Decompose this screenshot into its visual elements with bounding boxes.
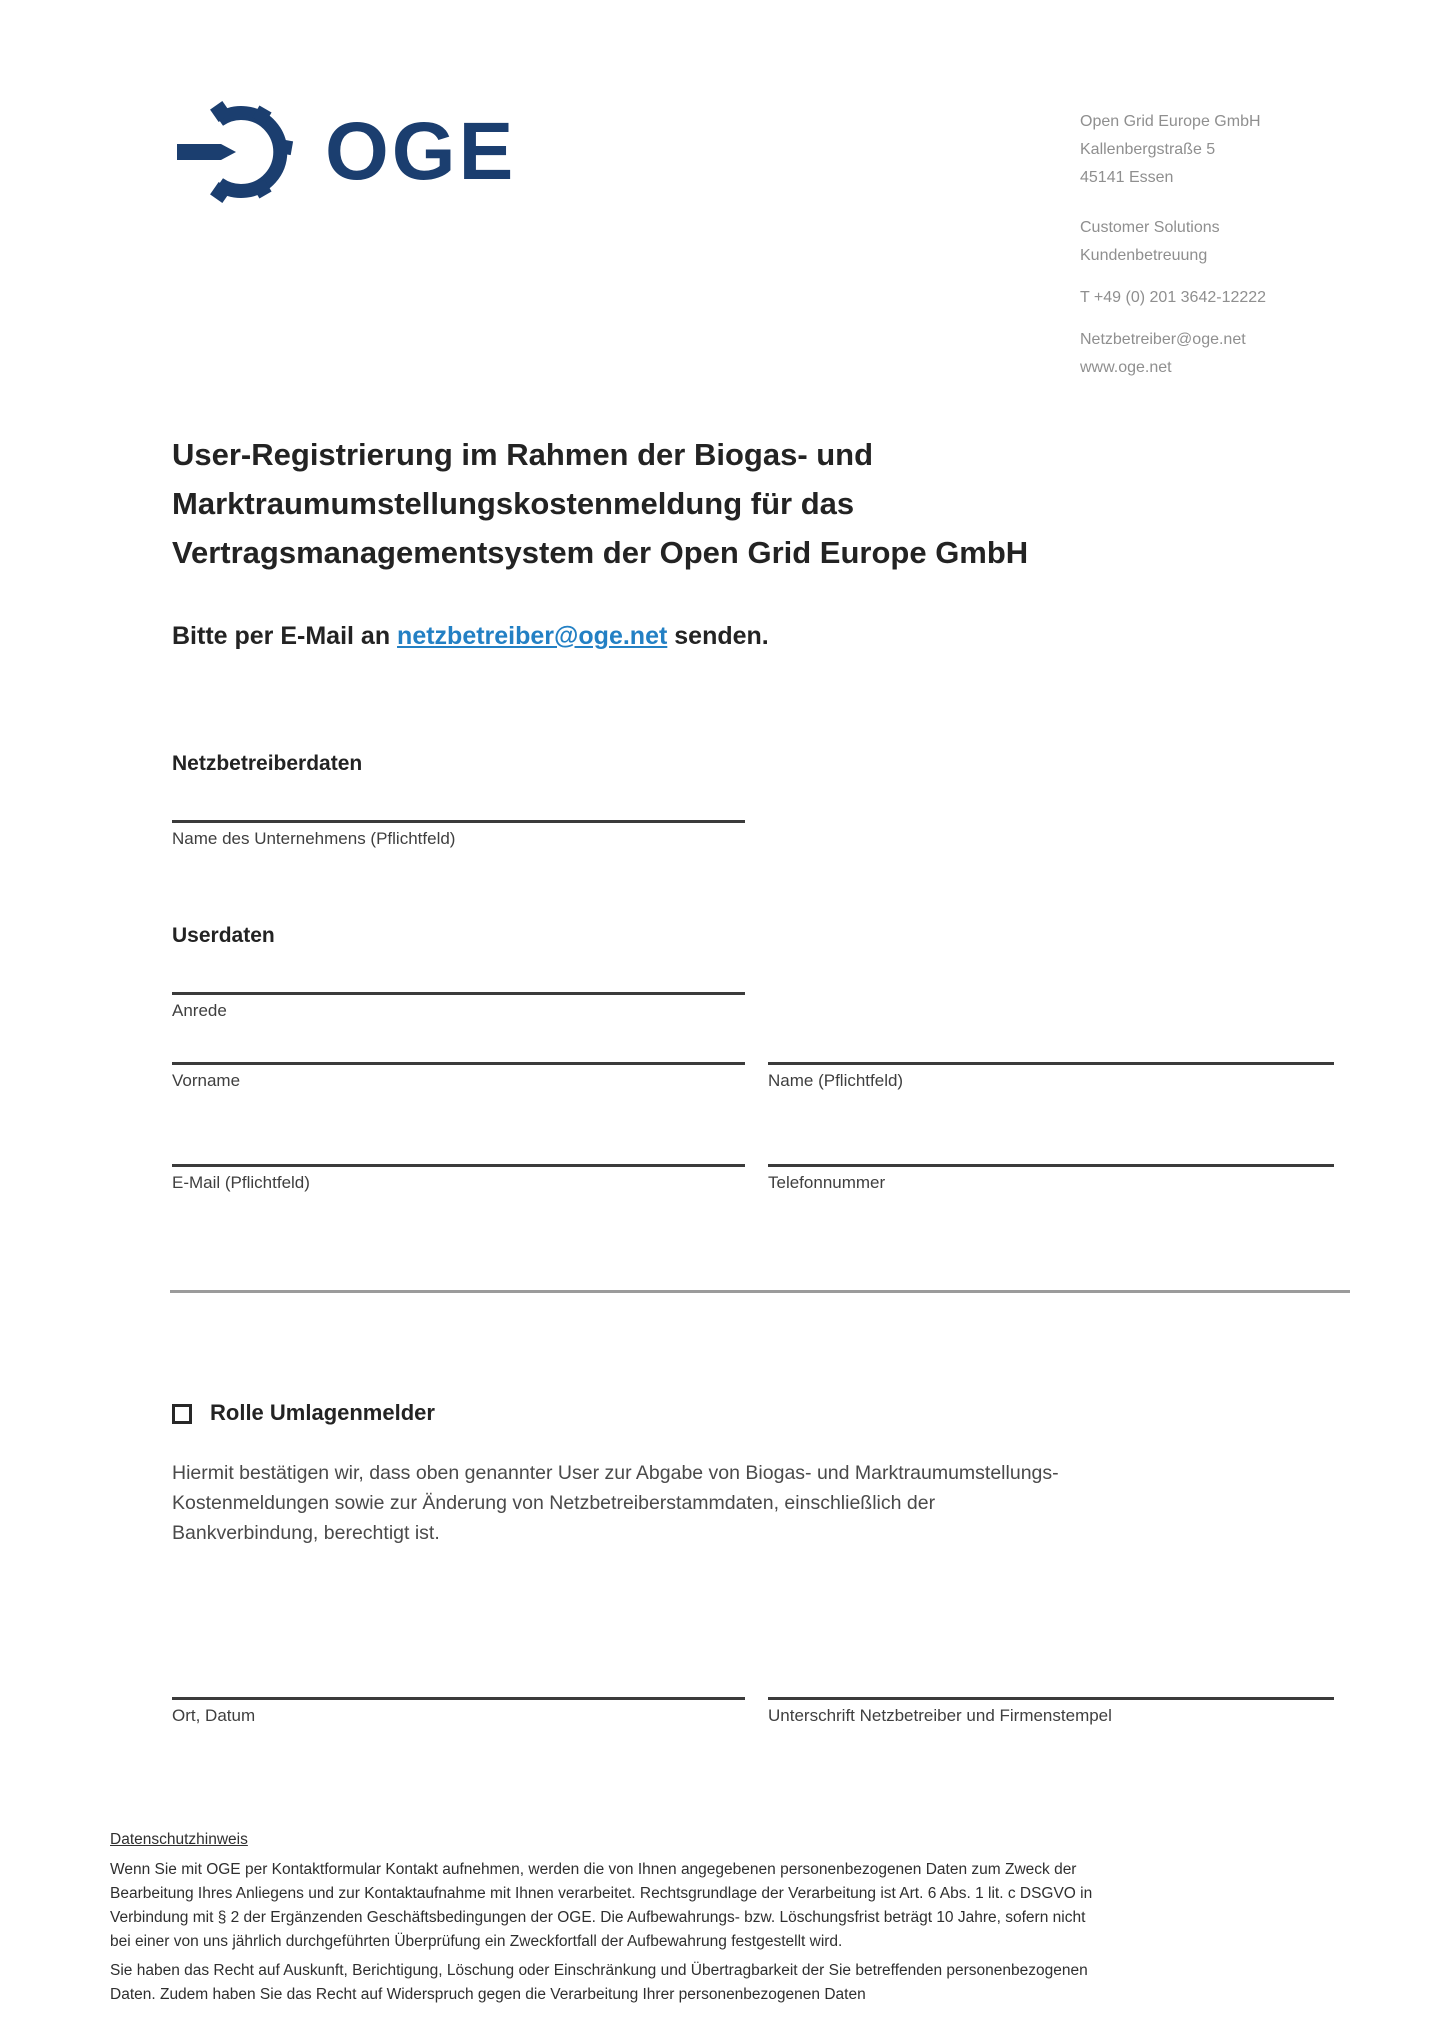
letterhead-company: Open Grid Europe GmbH bbox=[1080, 113, 1261, 130]
field-label-salutation: Anrede bbox=[172, 1001, 227, 1020]
field-label-place-date: Ort, Datum bbox=[172, 1706, 256, 1725]
privacy-p1-line2: Bearbeitung Ihres Anliegens und zur Kontaktaufnahme mit Ihnen verarbeitet. Rechtsgrundlage der Verarbeitung ist Art. 6 Abs. 1 lit. c DSGVO in bbox=[110, 1885, 1093, 1902]
letterhead bbox=[1080, 108, 1266, 382]
privacy-p2-line2: Daten. Zudem haben Sie das Recht auf Widerspruch gegen die Verarbeitung Ihrer personenbezogenen Daten bbox=[110, 1986, 866, 2003]
rolle-umlagenmelder-checkbox[interactable] bbox=[172, 1404, 192, 1424]
privacy-p1-line1: Wenn Sie mit OGE per Kontaktformular Kontakt aufnehmen, werden die von Ihnen angegebenen personenbezogenen Daten zum Zweck der bbox=[110, 1861, 1077, 1878]
privacy-heading: Datenschutzhinweis bbox=[110, 1831, 248, 1848]
email-instruction-suffix: senden. bbox=[667, 622, 769, 650]
rolle-umlagenmelder-label: Rolle Umlagenmelder bbox=[210, 1400, 435, 1425]
title-line-3: Vertragsmanagementsystem der Open Grid Europe GmbH bbox=[172, 535, 1029, 570]
oge-logo-icon bbox=[175, 96, 299, 208]
confirmation-line-2: Kostenmeldungen sowie zur Änderung von Netzbetreiberstammdaten, einschließlich der bbox=[172, 1492, 936, 1514]
confirmation-line-3: Bankverbindung, berechtigt ist. bbox=[172, 1522, 440, 1544]
field-label-email: E-Mail (Pflichtfeld) bbox=[172, 1173, 310, 1192]
field-label-company-name: Name des Unternehmens (Pflichtfeld) bbox=[172, 829, 456, 848]
input-line-lastname[interactable] bbox=[768, 1062, 1334, 1065]
input-line-email[interactable] bbox=[172, 1164, 745, 1167]
email-instruction-prefix: Bitte per E-Mail an bbox=[172, 622, 398, 650]
privacy-p1-line4: bei einer von uns jährlich durchgeführten Überprüfung ein Zweckfortfall der Aufbewahrung festgestellt wird. bbox=[110, 1933, 843, 1950]
field-label-lastname: Name (Pflichtfeld) bbox=[768, 1071, 904, 1090]
section-heading-netzbetreiberdaten: Netzbetreiberdaten bbox=[172, 752, 363, 775]
letterhead-website: www.oge.net bbox=[1080, 359, 1172, 376]
letterhead-email: Netzbetreiber@oge.net bbox=[1080, 331, 1246, 348]
input-line-firstname[interactable] bbox=[172, 1062, 745, 1065]
input-line-salutation[interactable] bbox=[172, 992, 745, 995]
field-label-phone: Telefonnummer bbox=[768, 1173, 886, 1192]
input-line-place-date[interactable] bbox=[172, 1697, 745, 1700]
email-instruction bbox=[172, 622, 769, 651]
section-divider bbox=[170, 1290, 1350, 1293]
input-line-company-name[interactable] bbox=[172, 820, 745, 823]
oge-logo-text: OGE bbox=[325, 106, 517, 197]
letterhead-department-2: Kundenbetreuung bbox=[1080, 247, 1208, 264]
letterhead-phone: T +49 (0) 201 3642-12222 bbox=[1080, 289, 1267, 306]
document-title bbox=[172, 430, 1028, 577]
input-line-phone[interactable] bbox=[768, 1164, 1334, 1167]
letterhead-city: 45141 Essen bbox=[1080, 169, 1174, 186]
confirmation-line-1: Hiermit bestätigen wir, dass oben genannter User zur Abgabe von Biogas- und Marktraumumstellungs- bbox=[172, 1462, 1059, 1484]
letterhead-street: Kallenbergstraße 5 bbox=[1080, 141, 1216, 158]
section-heading-userdaten: Userdaten bbox=[172, 924, 275, 947]
field-label-signature: Unterschrift Netzbetreiber und Firmenstempel bbox=[768, 1706, 1112, 1725]
privacy-notice bbox=[110, 1828, 1092, 2007]
title-line-2: Marktraumumstellungskostenmeldung für das bbox=[172, 486, 855, 521]
input-line-signature[interactable] bbox=[768, 1697, 1334, 1700]
oge-logo bbox=[175, 96, 516, 208]
netzbetreiber-email-link[interactable]: netzbetreiber@oge.net bbox=[397, 622, 668, 650]
privacy-p1-line3: Verbindung mit § 2 der Ergänzenden Geschäftsbedingungen der OGE. Die Aufbewahrungs- bzw. Löschungsfrist beträgt 10 Jahre, sofern nicht bbox=[110, 1909, 1086, 1926]
confirmation-paragraph bbox=[172, 1458, 1059, 1548]
letterhead-department-1: Customer Solutions bbox=[1080, 219, 1220, 236]
privacy-p2-line1: Sie haben das Recht auf Auskunft, Berichtigung, Löschung oder Einschränkung und Übertragbarkeit der Sie betreffenden personenbezogenen bbox=[110, 1962, 1088, 1979]
field-label-firstname: Vorname bbox=[172, 1071, 241, 1090]
title-line-1: User-Registrierung im Rahmen der Biogas- und bbox=[172, 437, 874, 472]
